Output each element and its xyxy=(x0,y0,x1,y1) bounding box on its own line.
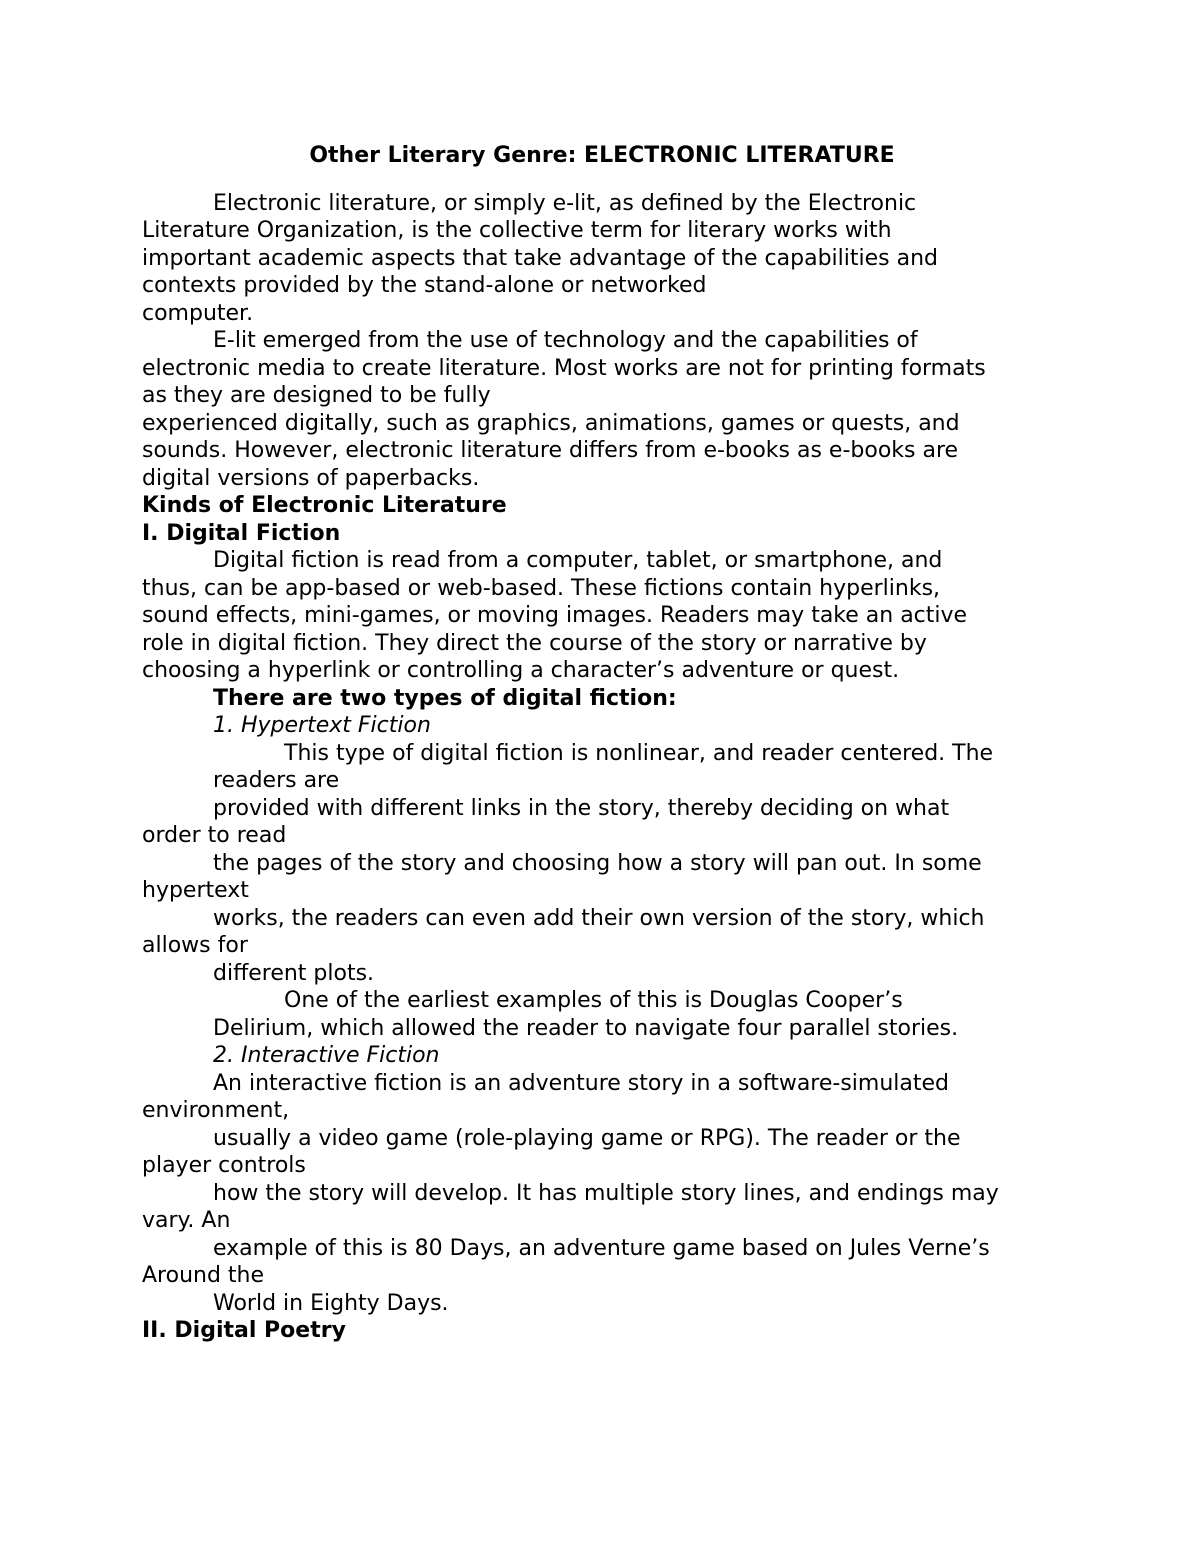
interactive-line: environment, xyxy=(142,1098,290,1123)
digital-fiction-line: sound effects, mini-games, or moving images. Readers may take an active xyxy=(142,603,968,628)
hypertext-line: different plots. xyxy=(213,960,375,986)
document-body xyxy=(142,142,1062,1345)
interactive-line: vary. An xyxy=(142,1208,231,1233)
interactive-line: example of this is 80 Days, an adventure game based on Jules Verne’s xyxy=(213,1235,990,1261)
intro-line: Literature Organization, is the collective term for literary works with xyxy=(142,218,892,243)
intro-line: as they are designed to be fully xyxy=(142,383,491,408)
interactive-line: player controls xyxy=(142,1153,306,1178)
digital-fiction-line: Digital fiction is read from a computer, tablet, or smartphone, and xyxy=(213,548,943,573)
hypertext-line: This type of digital fiction is nonlinear, and reader centered. The xyxy=(284,740,994,766)
intro-line: digital versions of paperbacks. xyxy=(142,465,480,491)
kinds-heading: Kinds of Electronic Literature xyxy=(142,493,507,518)
hypertext-fiction-section xyxy=(142,712,1062,1042)
types-intro: There are two types of digital fiction: xyxy=(213,685,677,711)
document-title: Other Literary Genre: ELECTRONIC LITERATURE xyxy=(309,143,895,168)
interactive-line: Around the xyxy=(142,1263,265,1288)
interactive-fiction-heading: 2. Interactive Fiction xyxy=(213,1043,440,1068)
digital-poetry-heading: II. Digital Poetry xyxy=(142,1318,346,1343)
interactive-line: usually a video game (role-playing game or RPG). The reader or the xyxy=(213,1125,961,1151)
interactive-line: how the story will develop. It has multiple story lines, and endings may xyxy=(213,1180,999,1206)
intro-line: Electronic literature, or simply e-lit, as defined by the Electronic xyxy=(213,190,917,216)
digital-fiction-line: choosing a hyperlink or controlling a character’s adventure or quest. xyxy=(142,658,900,683)
hypertext-line: One of the earliest examples of this is Douglas Cooper’s xyxy=(284,988,903,1013)
hypertext-line: works, the readers can even add their own version of the story, which xyxy=(213,905,985,931)
digital-fiction-line: role in digital fiction. They direct the course of the story or narrative by xyxy=(142,630,927,656)
hypertext-line: the pages of the story and choosing how a story will pan out. In some xyxy=(213,850,982,876)
intro-section xyxy=(142,190,1062,493)
digital-fiction-section xyxy=(142,520,1062,1318)
digital-fiction-line: thus, can be app-based or web-based. These fictions contain hyperlinks, xyxy=(142,575,941,601)
hypertext-fiction-heading: 1. Hypertext Fiction xyxy=(213,713,431,738)
intro-line: E-lit emerged from the use of technology and the capabilities of xyxy=(213,328,918,353)
interactive-line: World in Eighty Days. xyxy=(213,1290,449,1316)
interactive-line: An interactive fiction is an adventure story in a software-simulated xyxy=(213,1070,950,1096)
hypertext-line: provided with different links in the story, thereby deciding on what xyxy=(213,795,950,821)
intro-line: important academic aspects that take advantage of the capabilities and xyxy=(142,245,938,271)
hypertext-line: allows for xyxy=(142,933,248,958)
digital-fiction-heading: I. Digital Fiction xyxy=(142,520,341,546)
intro-line: experienced digitally, such as graphics, animations, games or quests, and xyxy=(142,410,960,436)
hypertext-line: readers are xyxy=(213,768,340,793)
intro-line: contexts provided by the stand-alone or networked xyxy=(142,273,707,298)
hypertext-line: hypertext xyxy=(142,878,249,903)
intro-line: computer. xyxy=(142,300,254,326)
intro-line: electronic media to create literature. Most works are not for printing formats xyxy=(142,355,986,381)
interactive-fiction-section xyxy=(142,1042,1062,1317)
hypertext-line: order to read xyxy=(142,823,287,848)
hypertext-line: Delirium, which allowed the reader to navigate four parallel stories. xyxy=(213,1015,959,1041)
intro-line: sounds. However, electronic literature differs from e-books as e-books are xyxy=(142,438,959,463)
